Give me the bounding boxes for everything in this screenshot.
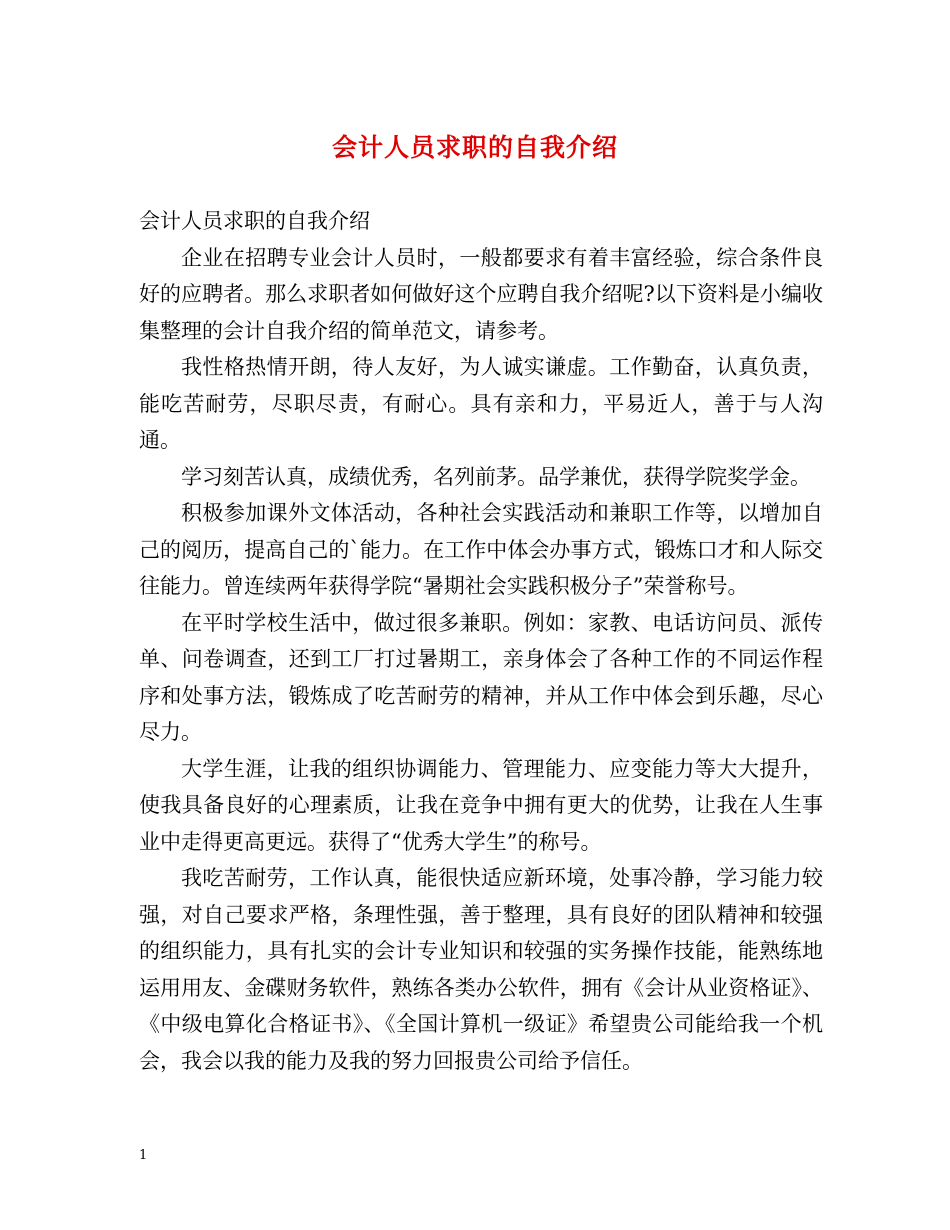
paragraph: 学习刻苦认真，成绩优秀，名列前茅。品学兼优，获得学院奖学金。 bbox=[181, 464, 811, 489]
document-title: 会计人员求职的自我介绍 bbox=[331, 133, 618, 162]
document-subheading: 会计人员求职的自我介绍 bbox=[139, 209, 370, 233]
paragraph: 大学生涯，让我的组织协调能力、管理能力、应变能力等大大提升，使我具备良好的心理素质，让我在竞争中拥有更大的优势，让我在人生事业中走得更高更远。获得了“优秀大学生”的称号。 bbox=[139, 756, 823, 854]
paragraph: 企业在招聘专业会计人员时，一般都要求有着丰富经验，综合条件良好的应聘者。那么求职者如何做好这个应聘自我介绍呢?以下资料是小编收集整理的会计自我介绍的简单范文，请参考。 bbox=[139, 245, 823, 343]
paragraph: 在平时学校生活中，做过很多兼职。例如：家教、电话访问员、派传单、问卷调查，还到工厂打过暑期工，亲身体会了各种工作的不同运作程序和处事方法，锻炼成了吃苦耐劳的精神，并从工作中体会到乐趣，尽心尽力。 bbox=[139, 610, 823, 744]
paragraph: 我性格热情开朗，待人友好，为人诚实谦虚。工作勤奋，认真负责，能吃苦耐劳，尽职尽责，有耐心。具有亲和力，平易近人，善于与人沟通。 bbox=[139, 355, 823, 452]
page-number: 1 bbox=[139, 1148, 148, 1163]
document-body bbox=[139, 203, 823, 1079]
paragraph: 我吃苦耐劳，工作认真，能很快适应新环境，处事冷静，学习能力较强，对自己要求严格，条理性强，善于整理，具有良好的团队精神和较强的组织能力，具有扎实的会计专业知识和较强的实务操作技能，能熟练地运用用友、金碟财务软件，熟练各类办公软件，拥有《会计从业资格证》、《中级电算化合格证书》、《全国计算机一级证》希望贵公司能给我一个机会，我会以我的能力及我的努力回报贵公司给予信任。 bbox=[139, 866, 823, 1073]
paragraph: 积极参加课外文体活动，各种社会实践活动和兼职工作等，以增加自己的阅历，提高自己的`能力。在工作中体会办事方式，锻炼口才和人际交往能力。曾连续两年获得学院“暑期社会实践积极分子”荣誉称号。 bbox=[139, 501, 823, 598]
